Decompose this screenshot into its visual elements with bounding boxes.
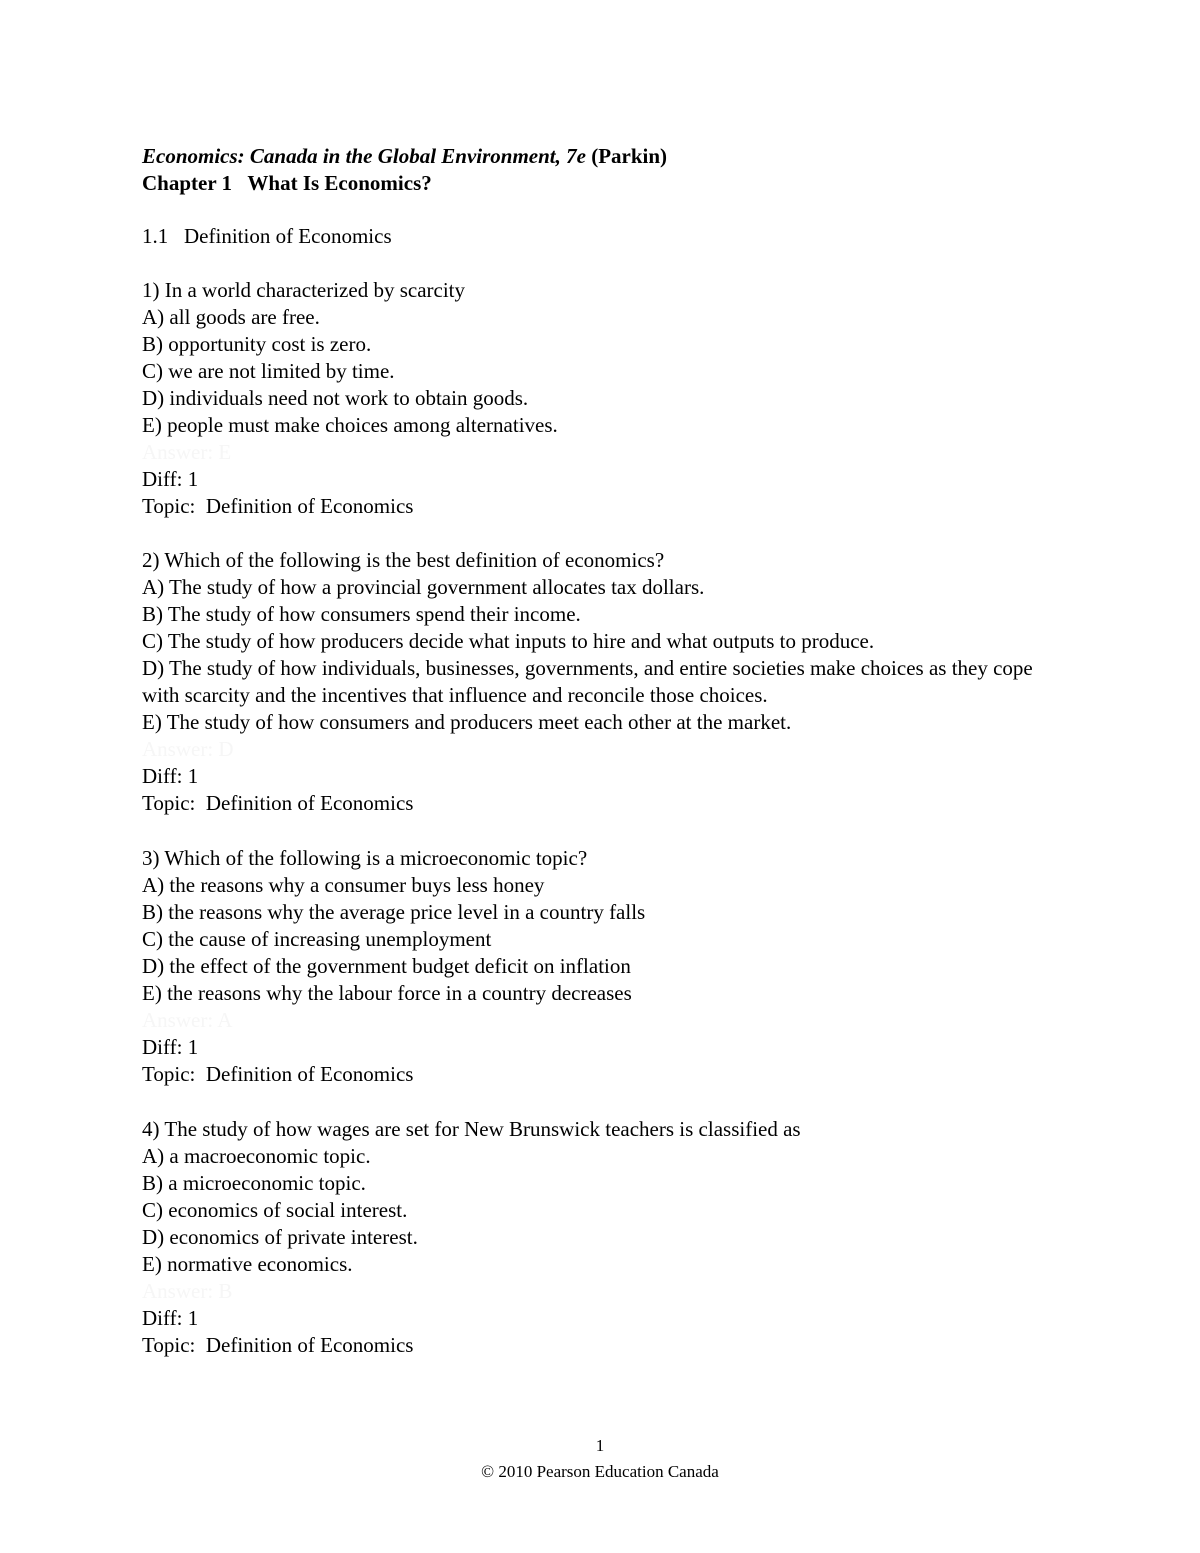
- question-1: [142, 277, 1062, 520]
- question-stem: 1) In a world characterized by scarcity: [142, 278, 465, 302]
- copyright-notice: © 2010 Pearson Education Canada: [481, 1462, 719, 1481]
- topic: Topic: Definition of Economics: [142, 791, 414, 815]
- option-c: C) the cause of increasing unemployment: [142, 927, 492, 951]
- option-b: B) a microeconomic topic.: [142, 1171, 366, 1195]
- question-stem: 3) Which of the following is a microeconomic topic?: [142, 846, 588, 870]
- option-d: D) individuals need not work to obtain goods.: [142, 386, 529, 410]
- option-b: B) opportunity cost is zero.: [142, 332, 372, 356]
- option-c: C) economics of social interest.: [142, 1198, 408, 1222]
- difficulty: Diff: 1: [142, 764, 199, 788]
- answer-key: Answer: D: [142, 737, 234, 761]
- topic: Topic: Definition of Economics: [142, 1062, 414, 1086]
- question-stem: 2) Which of the following is the best definition of economics?: [142, 548, 665, 572]
- answer-key: Answer: B: [142, 1279, 233, 1303]
- question-2: [142, 547, 1062, 817]
- option-c: C) we are not limited by time.: [142, 359, 395, 383]
- option-e: E) The study of how consumers and producers meet each other at the market.: [142, 710, 792, 734]
- topic: Topic: Definition of Economics: [142, 494, 414, 518]
- option-a: A) the reasons why a consumer buys less honey: [142, 873, 545, 897]
- option-d: D) economics of private interest.: [142, 1225, 418, 1249]
- topic: Topic: Definition of Economics: [142, 1333, 414, 1357]
- question-stem: 4) The study of how wages are set for New Brunswick teachers is classified as: [142, 1117, 801, 1141]
- option-e: E) people must make choices among alternatives.: [142, 413, 558, 437]
- question-3: [142, 845, 1062, 1088]
- book-title-italic: Economics: Canada in the Global Environment, 7e: [142, 144, 586, 168]
- answer-key: Answer: A: [142, 1008, 233, 1032]
- book-author: (Parkin): [585, 144, 668, 168]
- option-d: D) the effect of the government budget deficit on inflation: [142, 954, 631, 978]
- option-a: A) The study of how a provincial government allocates tax dollars.: [142, 575, 705, 599]
- difficulty: Diff: 1: [142, 1306, 199, 1330]
- difficulty: Diff: 1: [142, 1035, 199, 1059]
- option-d: D) The study of how individuals, businesses, governments, and entire societies make choices as they cope with scarcity and the incentives that influence and reconcile those choices.: [142, 656, 1033, 707]
- question-4: [142, 1116, 1062, 1359]
- option-a: A) a macroeconomic topic.: [142, 1144, 371, 1168]
- answer-key: Answer: E: [142, 440, 232, 464]
- page-number: 1: [595, 1436, 605, 1455]
- option-b: B) the reasons why the average price level in a country falls: [142, 900, 646, 924]
- chapter-heading: Chapter 1 What Is Economics?: [142, 171, 432, 195]
- section-heading: 1.1 Definition of Economics: [142, 224, 392, 248]
- option-a: A) all goods are free.: [142, 305, 320, 329]
- difficulty: Diff: 1: [142, 467, 199, 491]
- option-b: B) The study of how consumers spend their income.: [142, 602, 581, 626]
- option-c: C) The study of how producers decide what inputs to hire and what outputs to produce.: [142, 629, 875, 653]
- option-e: E) normative economics.: [142, 1252, 353, 1276]
- book-title: [142, 143, 667, 170]
- option-e: E) the reasons why the labour force in a country decreases: [142, 981, 632, 1005]
